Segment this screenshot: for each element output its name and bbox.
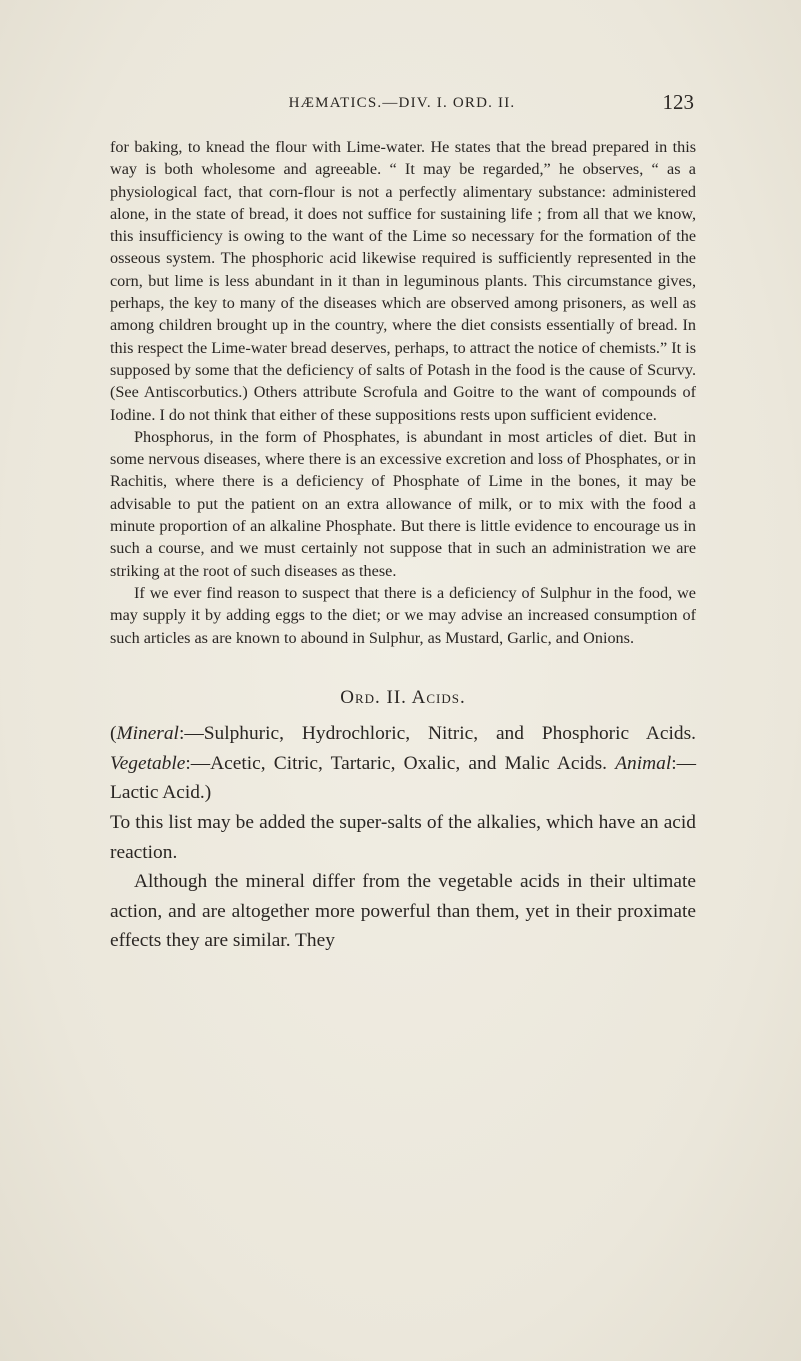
open-paren: ( — [110, 723, 117, 745]
page-number: 123 — [662, 90, 694, 114]
animal-label: Animal — [615, 752, 672, 774]
running-head — [110, 92, 694, 116]
vegetable-label: Vegetable — [110, 752, 186, 774]
paragraph-mineral-vegetable: Although the mineral differ from the vegetable acids in their ultimate action, and are altogether more powerful than them, yet in their proximate effects they are similar. They — [110, 871, 696, 952]
acids-section — [110, 719, 696, 956]
mineral-list: :—Sulphuric, Hydrochloric, Nitric, and Phosphoric Acids. — [178, 723, 696, 745]
paragraph-phosphorus: Phosphorus, in the form of Phosphates, is abundant in most articles of diet. But in some nervous diseases, where there is an excessive excretion and loss of Phosphates, or in Rachitis, where there is a deficiency of Phosphate of Lime in the bones, it may be advisable to put the patient on an extra allowance of milk, or to mix with the food a minute proportion of an alkaline Phosphate. But there is little evidence to encourage us in such a course, and we must certainly not suppose that in such an administration we are striking at the root of such diseases as these. — [110, 427, 696, 580]
paragraph-super-salts: To this list may be added the super-salts of the alkalies, which have an acid reaction. — [110, 811, 696, 863]
animal-list: :—Lactic Acid.) — [110, 752, 696, 804]
mineral-label: Mineral — [116, 723, 179, 745]
acids-list-paragraph — [110, 719, 696, 808]
running-title: HÆMATICS.—DIV. I. ORD. II. — [288, 95, 516, 111]
section-heading: Ord. II. Acids. — [340, 686, 466, 708]
paragraph-sulphur: If we ever find reason to suspect that there is a deficiency of Sulphur in the food, we may supply it by adding eggs to the diet; or we may advise an increased consumption of such articles as are known to abound in Sulphur, as Mustard, Garlic, and Onions. — [110, 583, 696, 647]
paragraph-lime-water: for baking, to knead the flour with Lime-water. He states that the bread prepared in this way is both wholesome and agreeable. “ It may be regarded,” he observes, “ as a physiological fact, that corn-flour is not a perfectly alimentary substance: administered alone, in the state of bread, it does not suffice for sustaining life ; from all that we know, this insufficiency is owing to the want of the Lime so necessary for the formation of the osseous system. The phosphoric acid likewise required is sufficiently represented in the corn, but lime is less abundant in it than in leguminous plants. This circumstance gives, perhaps, the key to many of the diseases which are observed among prisoners, as well as among children brought up in the country, where the diet consists essentially of bread. In this respect the Lime-water bread deserves, perhaps, to attract the notice of chemists.” It is supposed by some that the deficiency of salts of Potash in the food is the cause of Scurvy. (See Antiscorbutics.) Others attribute Scrofula and Goitre to the want of compounds of Iodine. I do not think that either of these suppositions rests upon sufficient evidence. — [110, 138, 696, 424]
vegetable-list: :—Acetic, Citric, Tartaric, Oxalic, and Malic Acids. — [185, 752, 616, 774]
main-text — [110, 136, 696, 956]
